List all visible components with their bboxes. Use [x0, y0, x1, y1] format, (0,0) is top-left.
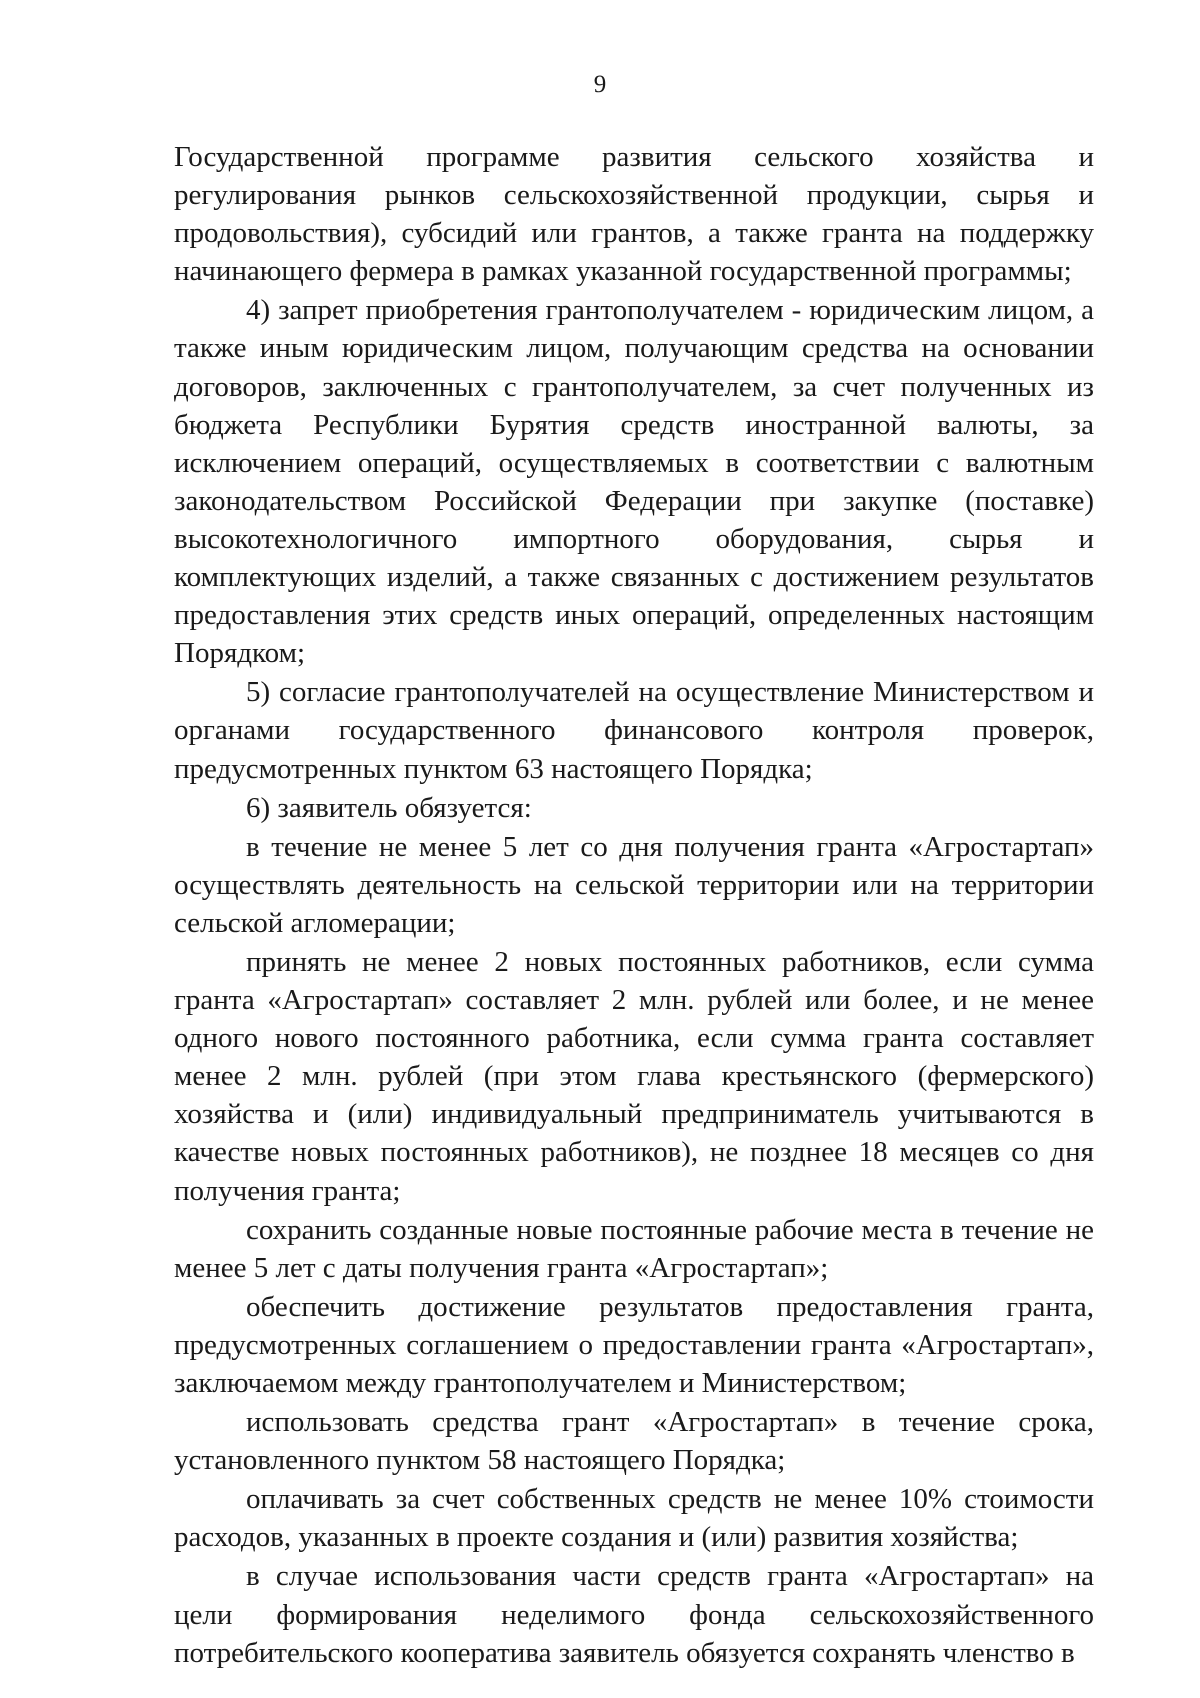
obligation-own-funds: оплачивать за счет собственных средств не менее 10% стоимости расходов, указанных в проекте создания и (или) развития хозяйства;	[174, 1483, 1094, 1554]
obligation-territory: в течение не менее 5 лет со дня получения гранта «Агростартап» осуществлять деятельность на сельской территории или на территории сельской агломерации;	[174, 830, 1094, 939]
obligation-use-funds: использовать средства грант «Агростартап» в течение срока, установленного пунктом 58 настоящего Порядка;	[174, 1406, 1094, 1477]
page-number: 9	[593, 71, 607, 98]
obligation-keep-jobs: сохранить созданные новые постоянные рабочие места в течение не менее 5 лет с даты получения гранта «Агростартап»;	[174, 1213, 1094, 1284]
obligation-cooperative: в случае использования части средств гранта «Агростартап» на цели формирования неделимого фонда сельскохозяйственного потребительского кооператива заявитель обязуется сохранять членство в	[174, 1560, 1094, 1669]
obligation-results: обеспечить достижение результатов предоставления гранта, предусмотренных соглашением о предоставлении гранта «Агростартап», заключаемом между грантополучателем и Министерством;	[174, 1290, 1094, 1399]
paragraph-continuation: Государственной программе развития сельского хозяйства и регулирования рынков сельскохозяйственной продукции, сырья и продовольствия), субсидий или грантов, а также гранта на поддержку начинающего фермера в рамках указанной государственной программы;	[174, 141, 1094, 288]
paragraph-item-4: 4) запрет приобретения грантополучателем - юридическим лицом, а также иным юридическим лицом, получающим средства на основании договоров, заключенных с грантополучателем, за счет полученных из бюджета Республики Бурятия средств иностранной валюты, за исключением операций, осуществляемых в соответствии с валютным законодательством Российской Федерации при закупке (поставке) высокотехнологичного импортного оборудования, сырья и комплектующих изделий, а также связанных с достижением результатов предоставления этих средств иных операций, определенных настоящим Порядком;	[174, 294, 1094, 670]
paragraph-item-6: 6) заявитель обязуется:	[246, 791, 532, 824]
document-body	[174, 138, 1094, 1673]
obligation-hire-workers: принять не менее 2 новых постоянных работников, если сумма гранта «Агростартап» составляет 2 млн. рублей или более, и не менее одного нового постоянного работника, если сумма гранта составляет менее 2 млн. рублей (при этом глава крестьянского (фермерского) хозяйства и (или) индивидуальный предприниматель учитываются в качестве новых постоянных работников), не позднее 18 месяцев со дня получения гранта;	[174, 945, 1094, 1207]
paragraph-item-5: 5) согласие грантополучателей на осуществление Министерством и органами государственного финансового контроля проверок, предусмотренных пунктом 63 настоящего Порядка;	[174, 676, 1094, 785]
